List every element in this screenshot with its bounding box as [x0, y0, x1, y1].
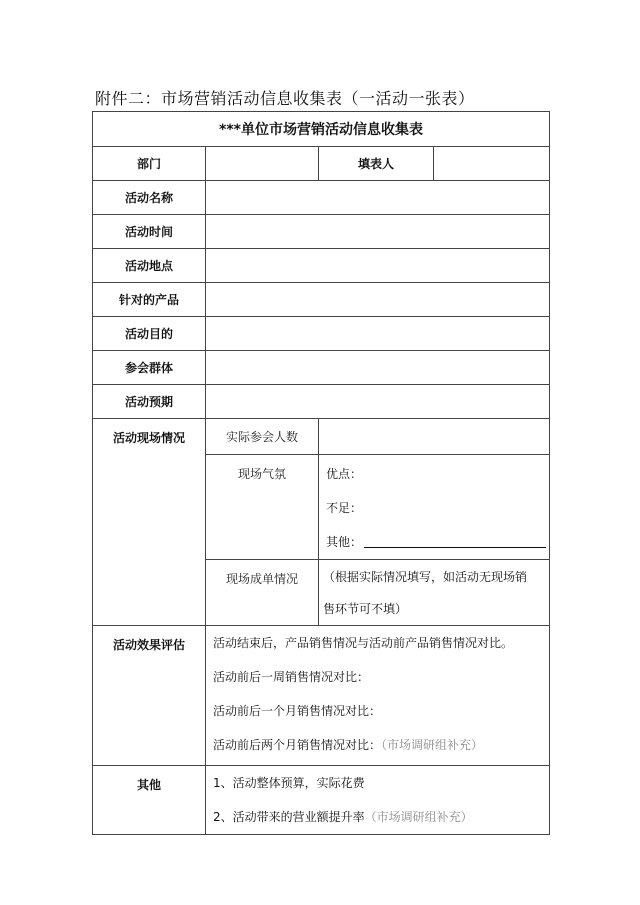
- atmosphere-field[interactable]: [319, 455, 550, 560]
- activity-location-label: 活动地点: [93, 249, 206, 283]
- filler-label: 填表人: [319, 147, 434, 181]
- activity-time-field[interactable]: [206, 215, 550, 249]
- activity-goal-field[interactable]: [206, 317, 550, 351]
- atmosphere-other: [319, 525, 549, 559]
- evaluation-line-4-text: 活动前后两个月销售情况对比：: [213, 738, 382, 752]
- evaluation-line-4: [206, 728, 549, 762]
- other-item-2: [206, 800, 549, 834]
- document-title: 附件二：市场营销活动信息收集表（一活动一张表）: [95, 89, 475, 108]
- other-item-2-text: 2、活动带来的营业额提升率: [213, 810, 365, 824]
- atmosphere-other-label: 其他：: [326, 535, 363, 549]
- evaluation-line-3: 活动前后一个月销售情况对比：: [213, 704, 382, 718]
- atmosphere-other-blank[interactable]: [364, 547, 546, 548]
- expectation-label: 活动预期: [93, 385, 206, 419]
- attendance-field[interactable]: [319, 419, 550, 455]
- evaluation-line-4-note: （市场调研组补充）: [381, 738, 484, 752]
- expectation-field[interactable]: [206, 385, 550, 419]
- deals-note-2: 售环节可不填）: [323, 602, 408, 616]
- evaluation-line-2: 活动前后一周销售情况对比：: [213, 670, 370, 684]
- audience-label: 参会群体: [93, 351, 206, 385]
- activity-time-label: 活动时间: [93, 215, 206, 249]
- deals-field[interactable]: [319, 560, 550, 626]
- activity-location-field[interactable]: [206, 249, 550, 283]
- dept-label: 部门: [93, 147, 206, 181]
- atmosphere-cons: 不足：: [326, 501, 363, 515]
- info-collection-form: [92, 111, 550, 835]
- target-product-field[interactable]: [206, 283, 550, 317]
- evaluation-field[interactable]: [206, 626, 550, 766]
- evaluation-line-1: 活动结束后，产品销售情况与活动前产品销售情况对比。: [213, 636, 514, 650]
- other-item-2-note: （市场调研组补充）: [364, 810, 473, 824]
- other-label: 其他: [93, 766, 206, 835]
- deals-note-1: （根据实际情况填写，如活动无现场销: [323, 570, 528, 584]
- deals-label: 现场成单情况: [206, 560, 319, 626]
- other-field[interactable]: [206, 766, 550, 835]
- audience-field[interactable]: [206, 351, 550, 385]
- atmosphere-label: 现场气氛: [206, 455, 319, 560]
- scene-label: 活动现场情况: [93, 419, 206, 626]
- activity-name-field[interactable]: [206, 181, 550, 215]
- target-product-label: 针对的产品: [93, 283, 206, 317]
- evaluation-label: 活动效果评估: [93, 626, 206, 766]
- attendance-label: 实际参会人数: [206, 419, 319, 455]
- atmosphere-pros: 优点：: [326, 467, 363, 481]
- activity-name-label: 活动名称: [93, 181, 206, 215]
- activity-goal-label: 活动目的: [93, 317, 206, 351]
- form-heading: ***单位市场营销活动信息收集表: [93, 112, 550, 147]
- other-item-1: 1、活动整体预算，实际花费: [213, 776, 365, 790]
- filler-field[interactable]: [434, 147, 550, 181]
- dept-field[interactable]: [206, 147, 319, 181]
